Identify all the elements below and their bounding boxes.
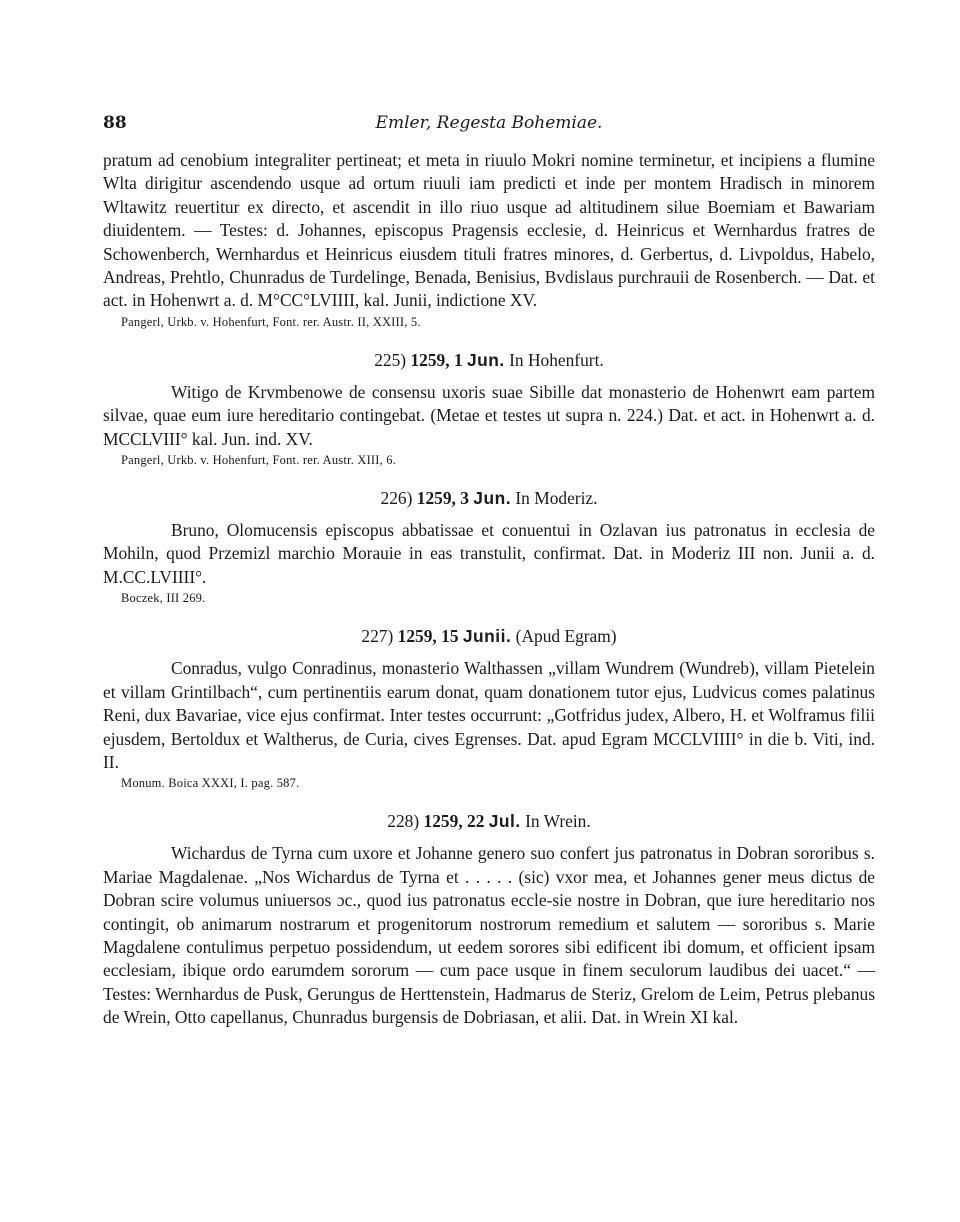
entry-text: Witigo de Krvmbenowe de consensu uxoris suae Sibille dat monasterio de Hohenwrt eam partem silvae, quae eum iure hereditario contingebat. (Metae et testes ut supra n. 224.) Dat. et act. in Hohenwrt a. d. MCCLVIII° kal. Jun. ind. XV. bbox=[103, 381, 875, 449]
entry-month: Jun. bbox=[473, 488, 512, 509]
entry-225 bbox=[103, 349, 875, 469]
document-page bbox=[103, 113, 875, 1030]
entry-place: (Apud Egram) bbox=[515, 626, 617, 647]
entry-source: Pangerl, Urkb. v. Hohenfurt, Font. rer. Austr. XIII, 6. bbox=[121, 453, 397, 468]
entry-month: Jul. bbox=[488, 811, 521, 832]
entry-text: Wichardus de Tyrna cum uxore et Johanne genero suo confert jus patronatus in Dobran sororibus s. Mariae Magdalenae. „Nos Wichardus de Tyrna et . . . . . (sic) vxor mea, et Johannes gener meus dictus de Dobran scire volumus uniuersos ɔc., quod ius patronatus eccle-sie nostre in Dobran, que iure hereditario nos contingit, ob animarum nostrarum et progenitorum nostrorum remedium et salutem — sororibus s. Marie Magdalene contulimus perpetuo possidendum, ut eedem sorores sibi edificent ibi domum, et officient ipsam ecclesiam, ibique ordo earumdem sororum — cum pace usque in finem seculorum laudibus dei uacet.“ — Testes: Wernhardus de Pusk, Gerungus de Herttenstein, Hadmarus de Steriz, Grelom de Leim, Petrus plebanus de Wrein, Otto capellanus, Chunradus burgensis de Dobriasan, et alii. Dat. in Wrein XI kal. bbox=[103, 843, 875, 1028]
entry-number: 226) bbox=[380, 488, 413, 509]
entry-month: Jun. bbox=[467, 349, 505, 370]
continuation-source: Pangerl, Urkb. v. Hohenfurt, Font. rer. Austr. II, XXIII, 5. bbox=[121, 314, 421, 329]
entry-date: 1259, 3 bbox=[416, 488, 469, 509]
entry-date: 1259, 1 bbox=[410, 349, 463, 370]
entry-date: 1259, 22 bbox=[423, 811, 485, 832]
entry-heading bbox=[103, 810, 875, 832]
entry-place: In Moderiz. bbox=[515, 488, 598, 509]
entry-source: Boczek, III 269. bbox=[121, 591, 206, 606]
continuation-text: pratum ad cenobium integraliter pertineat; et meta in riuulo Mokri nomine terminetur, et incipiens a flumine Wlta dirigitur ascendendo usque ad ortum riuuli iam predicti et inde per montem Hradisch in minorem Wltawitz reuertitur ex directo, et ascendit in illo riuo usque ad altitudinem silue Boemiam et Bawariam diuidentem. — Testes: d. Johannes, episcopus Pragensis ecclesie, d. Heinricus et Wernhardus fratres de Schowenberch, Wernhardus et Heinricus eiusdem tituli fratres minores, d. Gerbertus, d. Livpoldus, Habelo, Andreas, Prehtlo, Chunradus de Turdelinge, Benada, Benisius, Bvdislaus purchrauii de Rosenberch. — Dat. et act. in Hohenwrt a. d. M°CC°LVIIII, kal. Junii, indictione XV. bbox=[103, 150, 875, 311]
entry-heading bbox=[103, 349, 875, 371]
entry-date: 1259, 15 bbox=[397, 626, 459, 647]
entry-text: Conradus, vulgo Conradinus, monasterio Walthassen „villam Wundrem (Wundreb), villam Pietelein et villam Grintilbach“, cum pertinentiis earum donat, quam donationem tutor ejus, Ludvicus comes palatinus Reni, dux Bavariae, vice ejus confirmat. Inter testes occurrunt: „Gotfridus judex, Albero, H. et Wolframus filii ejusdem, Bertoldux et Waltherus, de Curia, cives Egrenses. Dat. apud Egram MCCLVIIII° in die b. Viti, ind. II. bbox=[103, 658, 875, 772]
page-number: 88 bbox=[103, 113, 127, 133]
entry-text: Bruno, Olomucensis episcopus abbatissae et conuentui in Ozlavan ius patronatus in ecclesia de Mohiln, quod Przemizl marchio Morauie in eas transtulit, confirmat. Dat. in Moderiz III non. Junii a. d. M.CC.LVIIII°. bbox=[103, 520, 875, 587]
entry-227 bbox=[103, 625, 875, 792]
running-head bbox=[103, 113, 875, 143]
entry-place: In Hohenfurt. bbox=[509, 349, 604, 370]
entry-heading bbox=[103, 625, 875, 647]
entry-226 bbox=[103, 487, 875, 607]
entry-month: Junii. bbox=[462, 626, 512, 647]
entry-heading bbox=[103, 487, 875, 509]
entry-place: In Wrein. bbox=[525, 811, 591, 832]
entry-number: 225) bbox=[374, 349, 407, 370]
entry-228 bbox=[103, 810, 875, 1029]
entry-number: 227) bbox=[361, 626, 394, 647]
running-title: Emler, Regesta Bohemiae. bbox=[375, 113, 603, 133]
entry-number: 228) bbox=[387, 811, 420, 832]
entry-source: Monum. Boica XXXI, I. pag. 587. bbox=[121, 776, 300, 791]
